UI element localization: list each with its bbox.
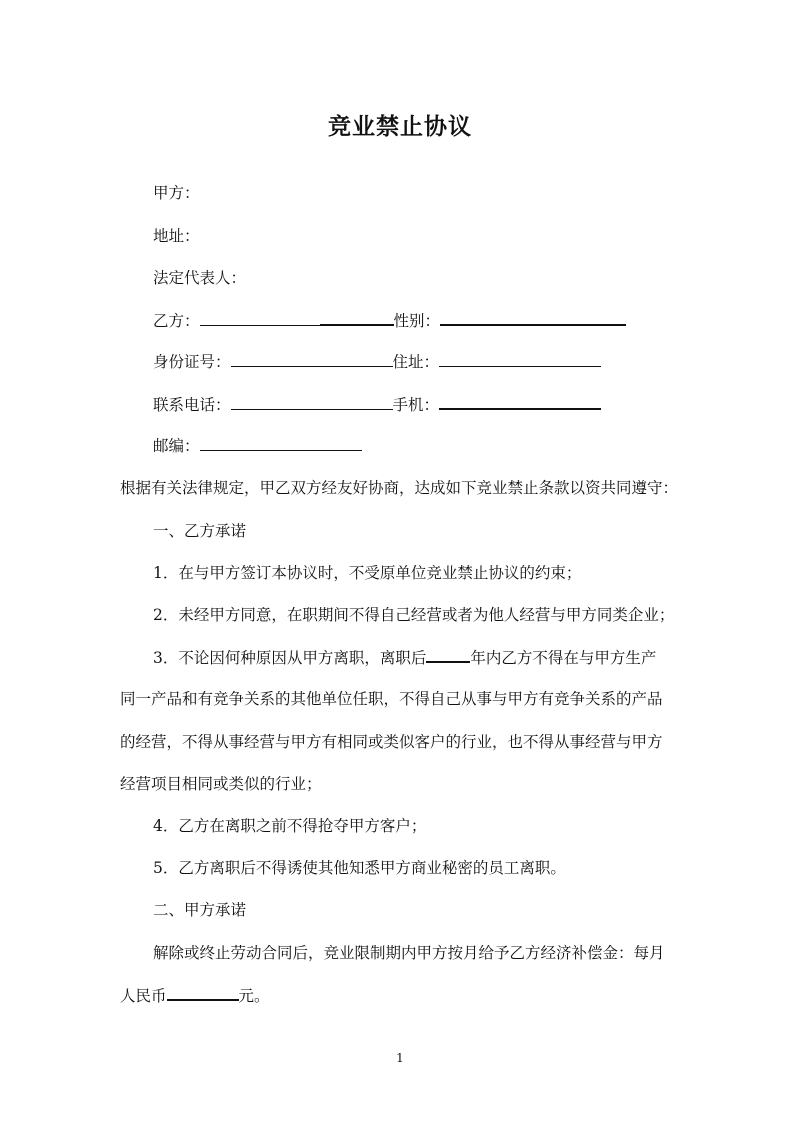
years-blank: [426, 647, 470, 663]
residence-label: 住址：: [392, 353, 440, 371]
compensation-line-1: 解除或终止劳动合同后，竞业限制期内甲方按月给予乙方经济补偿金：每月: [153, 944, 665, 962]
party-b-label: 乙方：: [153, 312, 200, 330]
clause-3-text-b: 年内乙方不得在与甲方生产: [470, 649, 657, 667]
legal-rep-line: [153, 268, 246, 288]
amount-blank: [167, 985, 239, 1001]
id-number-label: 身份证号：: [153, 353, 231, 371]
compensation-line-2: [120, 985, 270, 1006]
id-line: [153, 352, 601, 372]
gender-label: 性别：: [393, 312, 441, 330]
address-label: 地址：: [153, 227, 200, 245]
address-line: [153, 226, 200, 246]
section2-heading: 二、甲方承诺: [153, 901, 247, 919]
phone-blank: [231, 395, 393, 410]
clause-3-line-3: 的经营，不得从事经营与甲方有相同或类似客户的行业，也不得从事经营与甲方: [120, 733, 663, 751]
clause-2: 2．未经甲方同意，在职期间不得自己经营或者为他人经营与甲方同类企业；: [153, 606, 675, 624]
id-number-blank: [231, 352, 393, 367]
clause-1: 1．在与甲方签订本协议时，不受原单位竞业禁止协议的约束；: [153, 564, 582, 582]
postcode-label: 邮编：: [153, 437, 200, 455]
party-b-name-blank: [200, 311, 320, 326]
postcode-blank: [200, 436, 362, 451]
clause-5: 5．乙方离职后不得诱使其他知悉甲方商业秘密的员工离职。: [153, 859, 566, 877]
phone-label: 联系电话：: [153, 396, 231, 414]
residence-blank: [439, 352, 601, 367]
mobile-label: 手机：: [392, 396, 440, 414]
clause-3-line-2: 同一产品和有竞争关系的其他单位任职，不得自己从事与甲方有竞争关系的产品: [120, 690, 663, 708]
clause-3-text-a: 3．不论因何种原因从甲方离职，离职后: [153, 649, 427, 667]
page-number: 1: [396, 1051, 404, 1065]
phone-line: [153, 394, 601, 415]
rmb-label: 人民币: [120, 987, 167, 1005]
section1-heading: 一、乙方承诺: [153, 522, 247, 540]
clause-4: 4．乙方在离职之前不得抢夺甲方客户；: [153, 817, 427, 835]
postcode-line: [153, 436, 362, 456]
yuan-label: 元。: [238, 987, 270, 1005]
clause-3-line-4: 经营项目相同或类似的行业；: [120, 775, 322, 793]
party-a-label: 甲方：: [153, 184, 200, 202]
party-b-line: [153, 310, 626, 331]
preamble: 根据有关法律规定，甲乙双方经友好协商，达成如下竞业禁止条款以资共同遵守：: [120, 479, 679, 497]
mobile-blank: [439, 394, 601, 410]
gender-blank: [440, 310, 626, 326]
party-a-line: [153, 183, 200, 203]
party-b-name-blank-2: [320, 310, 394, 326]
clause-3-line-1: [153, 647, 656, 668]
legal-rep-label: 法定代表人：: [153, 269, 247, 287]
document-title: 竞业禁止协议: [328, 113, 472, 140]
